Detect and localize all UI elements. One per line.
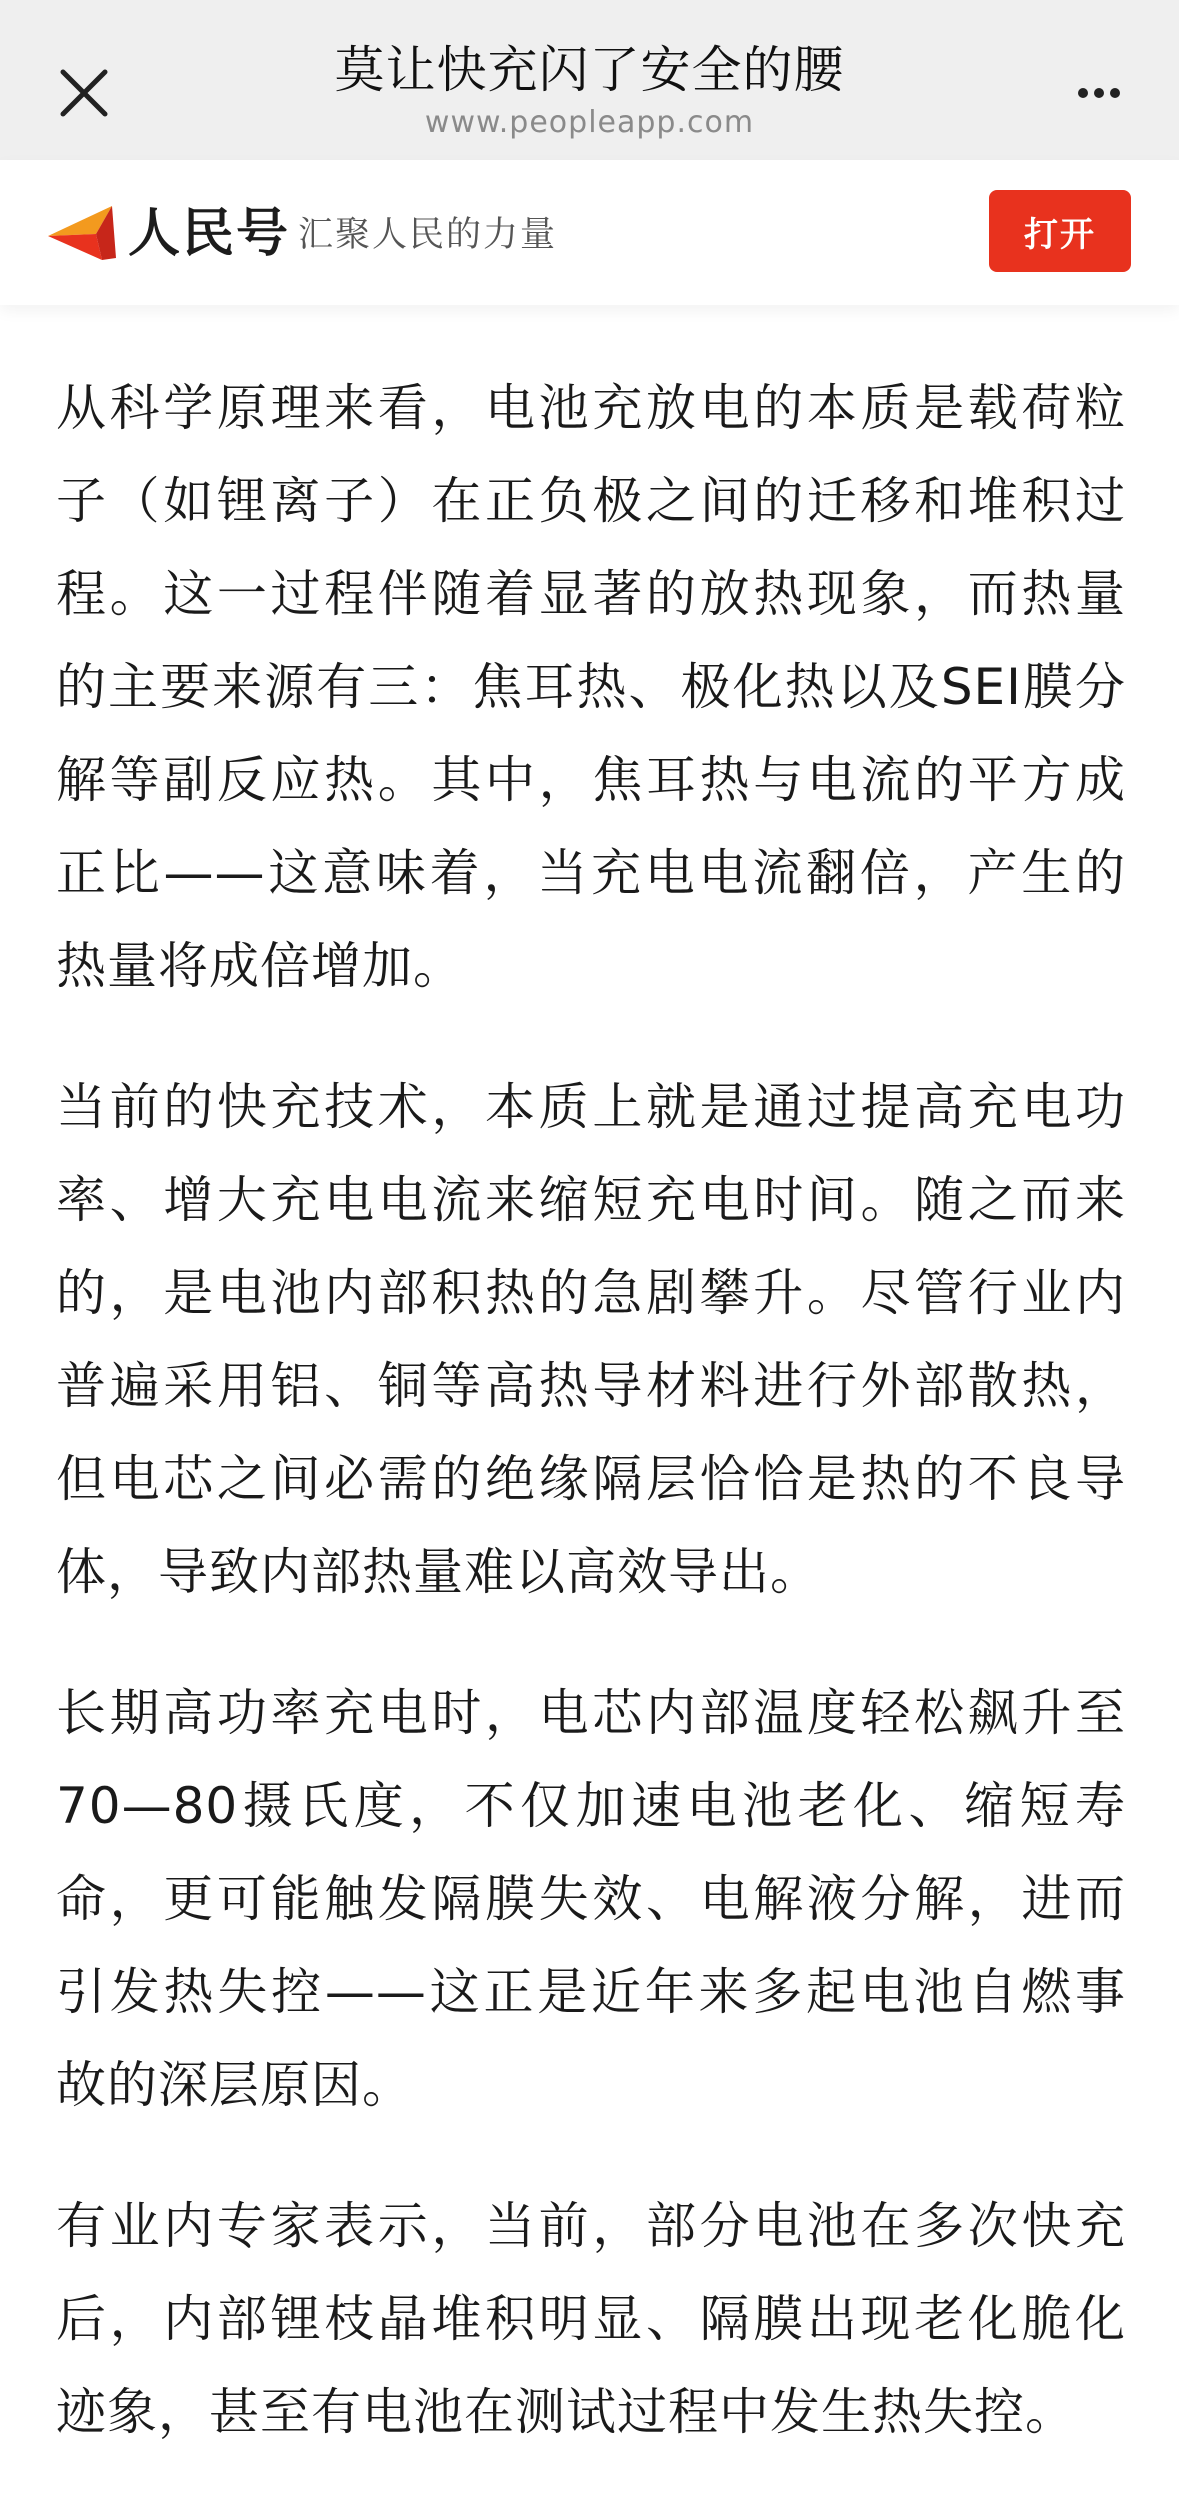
- close-button[interactable]: [48, 57, 120, 129]
- brand-slogan: 汇聚人民的力量: [298, 215, 558, 255]
- more-options-button[interactable]: [1063, 70, 1135, 114]
- title-block: [200, 38, 979, 142]
- article-body: [56, 362, 1126, 2507]
- brand-name: 人民号: [128, 204, 291, 264]
- article-paragraph: 当前的快充技术，本质上就是通过提高充电功率、增大充电电流来缩短充电时间。随之而来的，是电池内部积热的急剧攀升。尽管行业内普遍采用铝、铜等高热导材料进行外部散热，但电芯之间必需的绝缘隔层恰恰是热的不良导体，导致内部热量难以高效导出。: [56, 1078, 1126, 1601]
- top-navigation-bar: [0, 0, 1179, 160]
- article-paragraph: 有业内专家表示，当前，部分电池在多次快充后，内部锂枝晶堆积明显、隔膜出现老化脆化迹象，甚至有电池在测试过程中发生热失控。: [56, 2197, 1126, 2441]
- article-paragraph: 长期高功率充电时，电芯内部温度轻松飙升至70—80摄氏度，不仅加速电池老化、缩短寿命，更可能触发隔膜失效、电解液分解，进而引发热失控——这正是近年来多起电池自燃事故的深层原因。: [56, 1684, 1126, 2114]
- page-url: www.peopleapp.com: [424, 105, 755, 140]
- people-logo-icon: [46, 200, 118, 264]
- app-promo-banner: [0, 160, 1179, 305]
- open-app-button[interactable]: 打开: [989, 190, 1131, 272]
- page-title: 莫让快充闪了安全的腰: [334, 41, 845, 99]
- article-paragraph: 从科学原理来看，电池充放电的本质是载荷粒子（如锂离子）在正负极之间的迁移和堆积过程。这一过程伴随着显著的放热现象，而热量的主要来源有三：焦耳热、极化热以及SEI膜分解等副反应热。其中，焦耳热与电流的平方成正比——这意味着，当充电电流翻倍，产生的热量将成倍增加。: [56, 379, 1126, 995]
- more-dots-icon: [1075, 83, 1123, 102]
- close-icon: [59, 68, 109, 118]
